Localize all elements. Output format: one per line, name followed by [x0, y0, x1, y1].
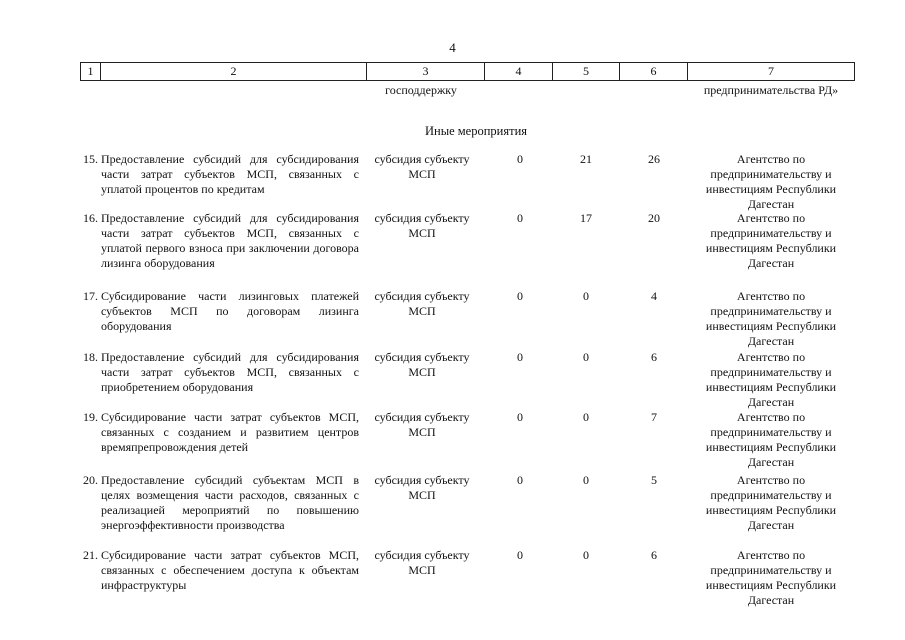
page-number: 4 [449, 40, 456, 55]
row-value-col5: 0 [583, 473, 589, 487]
row-responsible: Агентство по предпринимательству и инвестициям Республики Дагестан [705, 548, 837, 607]
continuation-col7: предпринимательства РД» [703, 83, 839, 97]
row-value-col5: 21 [580, 152, 592, 166]
row-value-col5: 0 [583, 350, 589, 364]
header-col-1: 1 [81, 63, 101, 80]
header-col-4: 4 [485, 63, 553, 80]
row-value-col5: 0 [583, 410, 589, 424]
row-value-col4: 0 [517, 152, 523, 166]
row-value-col6: 5 [651, 473, 657, 487]
row-name: Предоставление субсидий для субсидирования части затрат субъектов МСП, связанных с уплатой процентов по кредитам [101, 152, 359, 196]
row-value-col6: 7 [651, 410, 657, 424]
row-value-col6: 20 [648, 211, 660, 225]
header-col-7: 7 [688, 63, 855, 80]
row-number: 20. [83, 473, 98, 487]
row-number: 19. [83, 410, 98, 424]
row-value-col5: 0 [583, 548, 589, 562]
section-title: Иные мероприятия [424, 124, 528, 138]
row-value-col5: 17 [580, 211, 592, 225]
header-col-5: 5 [553, 63, 620, 80]
row-value-col5: 0 [583, 289, 589, 303]
row-name: Предоставление субсидий субъектам МСП в целях возмещения части расходов, связанных с реализацией мероприятий по повышению энергоэффективности производства [101, 473, 359, 532]
row-type: субсидия субъекту МСП [374, 350, 470, 379]
row-value-col4: 0 [517, 548, 523, 562]
header-col-3: 3 [367, 63, 485, 80]
header-col-2: 2 [101, 63, 367, 80]
row-number: 21. [83, 548, 98, 562]
row-type: субсидия субъекту МСП [374, 410, 470, 439]
row-name: Предоставление субсидий для субсидирования части затрат субъектов МСП, связанных с приобретением оборудования [101, 350, 359, 394]
row-type: субсидия субъекту МСП [374, 211, 470, 240]
row-value-col6: 6 [651, 350, 657, 364]
row-responsible: Агентство по предпринимательству и инвестициям Республики Дагестан [705, 289, 837, 348]
row-type: субсидия субъекту МСП [374, 548, 470, 577]
table-header [80, 62, 855, 81]
row-responsible: Агентство по предпринимательству и инвестициям Республики Дагестан [705, 211, 837, 270]
row-name: Субсидирование части затрат субъектов МСП, связанных с обеспечением доступа к объектам инфраструктуры [101, 548, 359, 592]
row-number: 16. [83, 211, 98, 225]
header-col-6: 6 [620, 63, 688, 80]
row-responsible: Агентство по предпринимательству и инвестициям Республики Дагестан [705, 152, 837, 211]
row-value-col6: 26 [648, 152, 660, 166]
row-responsible: Агентство по предпринимательству и инвестициям Республики Дагестан [705, 473, 837, 532]
row-responsible: Агентство по предпринимательству и инвестициям Республики Дагестан [705, 410, 837, 469]
row-type: субсидия субъекту МСП [374, 473, 470, 502]
row-responsible: Агентство по предпринимательству и инвестициям Республики Дагестан [705, 350, 837, 409]
row-value-col4: 0 [517, 289, 523, 303]
row-type: субсидия субъекту МСП [374, 289, 470, 318]
row-number: 17. [83, 289, 98, 303]
row-type: субсидия субъекту МСП [374, 152, 470, 181]
row-value-col4: 0 [517, 410, 523, 424]
row-number: 15. [83, 152, 98, 166]
continuation-col3: господдержку [385, 83, 457, 97]
row-number: 18. [83, 350, 98, 364]
row-name: Предоставление субсидий для субсидирования части затрат субъектов МСП, связанных с уплатой первого взноса при заключении договора лизинга оборудования [101, 211, 359, 270]
row-value-col4: 0 [517, 350, 523, 364]
row-name: Субсидирование части лизинговых платежей субъектов МСП по договорам лизинга оборудования [101, 289, 359, 333]
row-value-col4: 0 [517, 473, 523, 487]
row-value-col6: 4 [651, 289, 657, 303]
row-value-col6: 6 [651, 548, 657, 562]
row-name: Субсидирование части затрат субъектов МСП, связанных с созданием и развитием центров времяпрепровождения детей [101, 410, 359, 454]
row-value-col4: 0 [517, 211, 523, 225]
